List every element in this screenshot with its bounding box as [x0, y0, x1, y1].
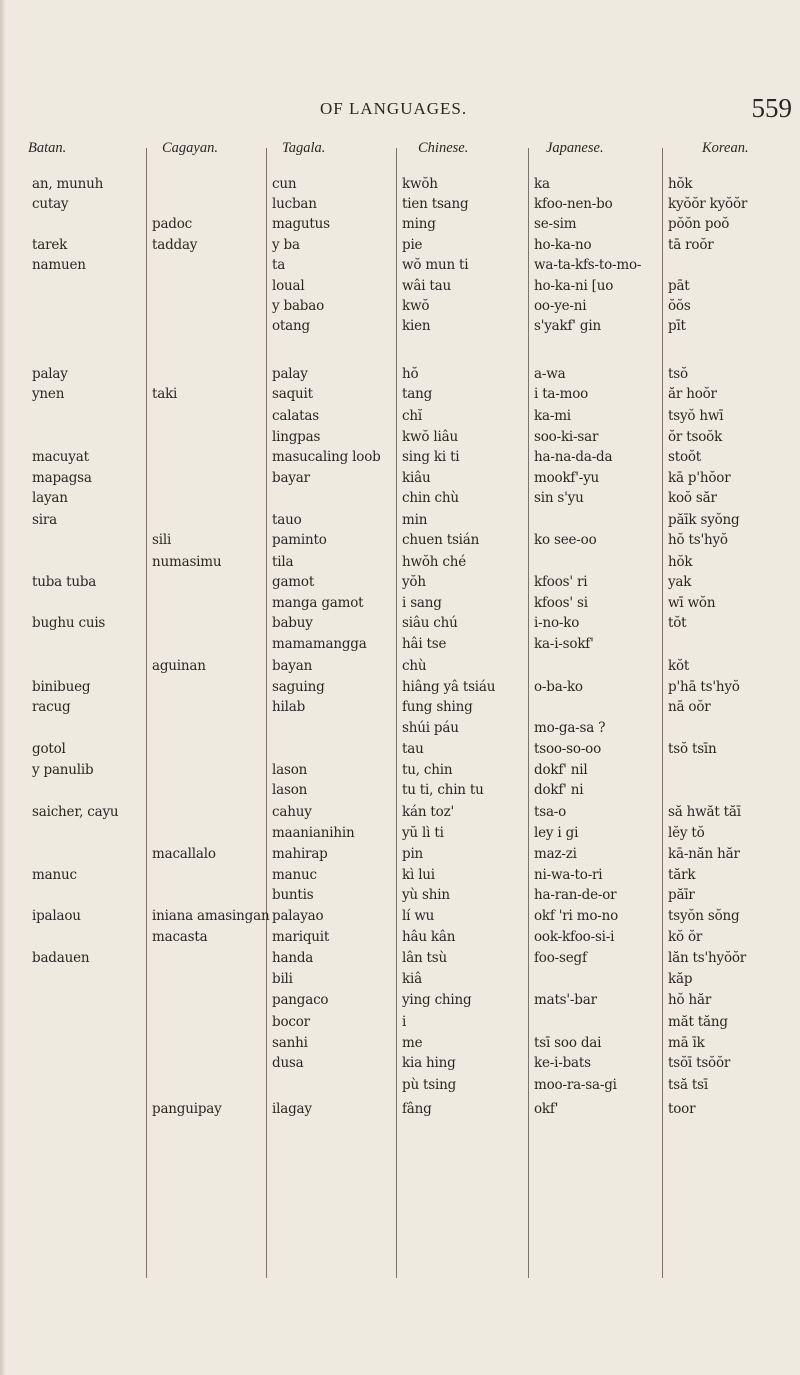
- cell-tagala: saquit: [272, 386, 313, 402]
- column-header-tagala: Tagala.: [282, 140, 326, 156]
- cell-chinese: chù: [402, 658, 427, 674]
- cell-korean: ăr hoŏr: [668, 386, 717, 402]
- cell-batan: saicher, cayu: [32, 804, 119, 820]
- cell-japanese: o-ba-ko: [534, 679, 583, 695]
- cell-korean: ŏr tsoŏk: [668, 429, 723, 445]
- running-head: [0, 93, 800, 133]
- cell-korean: toor: [668, 1101, 696, 1117]
- cell-chinese: tang: [402, 386, 433, 402]
- column-divider: [528, 148, 529, 1278]
- cell-chinese: shúi páu: [402, 720, 459, 736]
- cell-tagala: tila: [272, 554, 294, 570]
- page-binding-edge: [0, 0, 6, 1375]
- cell-japanese: ke-i-bats: [534, 1055, 591, 1071]
- cell-korean: koŏ săr: [668, 490, 717, 506]
- cell-korean: kăp: [668, 971, 693, 987]
- cell-tagala: magutus: [272, 216, 330, 232]
- cell-batan: manuc: [32, 867, 77, 883]
- cell-batan: tarek: [32, 237, 68, 253]
- cell-cagayan: iniana amasingan: [152, 908, 270, 924]
- cell-japanese: tsī soo dai: [534, 1035, 602, 1051]
- cell-cagayan: macasta: [152, 929, 208, 945]
- cell-korean: kā-năn hăr: [668, 846, 740, 862]
- cell-japanese: soo-ki-sar: [534, 429, 599, 445]
- cell-korean: hŏ ts'hyŏ: [668, 532, 728, 548]
- cell-tagala: loual: [272, 278, 305, 294]
- cell-chinese: lí wu: [402, 908, 435, 924]
- cell-chinese: siâu chú: [402, 615, 458, 631]
- cell-chinese: yù shin: [402, 887, 450, 903]
- cell-japanese: tsa-o: [534, 804, 567, 820]
- cell-tagala: bili: [272, 971, 293, 987]
- cell-chinese: fung shing: [402, 699, 473, 715]
- cell-tagala: masucaling loob: [272, 449, 381, 465]
- cell-tagala: cun: [272, 176, 297, 192]
- cell-korean: tsyŏn sŏng: [668, 908, 740, 924]
- column-divider: [662, 148, 663, 1278]
- cell-japanese: ka-i-sokf': [534, 636, 594, 652]
- cell-chinese: pin: [402, 846, 424, 862]
- cell-korean: păīr: [668, 887, 695, 903]
- cell-chinese: i: [402, 1014, 407, 1030]
- cell-chinese: i sang: [402, 595, 442, 611]
- cell-korean: lĕy tŏ: [668, 825, 705, 841]
- cell-cagayan: aguinan: [152, 658, 206, 674]
- cell-japanese: oo-ye-ni: [534, 298, 587, 314]
- cell-chinese: kán toz': [402, 804, 454, 820]
- cell-tagala: tauo: [272, 512, 302, 528]
- cell-tagala: cahuy: [272, 804, 312, 820]
- cell-chinese: kwŏ liâu: [402, 429, 458, 445]
- cell-japanese: ho-ka-ni [uo: [534, 278, 614, 294]
- cell-chinese: tien tsang: [402, 196, 469, 212]
- cell-japanese: a-wa: [534, 366, 566, 382]
- cell-tagala: bocor: [272, 1014, 310, 1030]
- cell-cagayan: macallalo: [152, 846, 216, 862]
- cell-chinese: kiâ: [402, 971, 422, 987]
- running-head-title: OF LANGUAGES.: [320, 99, 468, 118]
- cell-japanese: mo-ga-sa ?: [534, 720, 606, 736]
- cell-japanese: mookf'-yu: [534, 470, 600, 486]
- cell-chinese: kia hing: [402, 1055, 456, 1071]
- cell-japanese: s'yakf' gin: [534, 318, 601, 334]
- cell-chinese: ming: [402, 216, 436, 232]
- cell-korean: kŏ ŏr: [668, 929, 703, 945]
- cell-korean: pŏŏn poŏ: [668, 216, 730, 232]
- cell-korean: pīt: [668, 318, 686, 334]
- cell-korean: măt tăng: [668, 1014, 728, 1030]
- cell-japanese: ha-na-da-da: [534, 449, 613, 465]
- cell-chinese: min: [402, 512, 428, 528]
- cell-japanese: dokf' ni: [534, 782, 584, 798]
- cell-korean: tsyŏ hwī: [668, 408, 724, 424]
- cell-tagala: lucban: [272, 196, 317, 212]
- cell-batan: binibueg: [32, 679, 91, 695]
- column-header-japanese: Japanese.: [546, 140, 604, 156]
- cell-japanese: ha-ran-de-or: [534, 887, 617, 903]
- cell-tagala: palayao: [272, 908, 324, 924]
- cell-japanese: kfoos' si: [534, 595, 588, 611]
- cell-tagala: saguing: [272, 679, 325, 695]
- cell-batan: ynen: [32, 386, 65, 402]
- cell-chinese: kiâu: [402, 470, 431, 486]
- cell-tagala: hilab: [272, 699, 306, 715]
- cell-tagala: bayar: [272, 470, 310, 486]
- cell-batan: y panulib: [32, 762, 94, 778]
- cell-batan: an, munuh: [32, 176, 104, 192]
- column-header-batan: Batan.: [28, 140, 67, 156]
- cell-korean: tsŏī tsŏŏr: [668, 1055, 731, 1071]
- cell-japanese: kfoos' ri: [534, 574, 588, 590]
- cell-japanese: mats'-bar: [534, 992, 597, 1008]
- cell-chinese: kì lui: [402, 867, 435, 883]
- cell-japanese: ka-mi: [534, 408, 571, 424]
- cell-tagala: palay: [272, 366, 308, 382]
- cell-korean: p'hā ts'hyŏ: [668, 679, 740, 695]
- cell-korean: să hwăt tăī: [668, 804, 741, 820]
- cell-batan: sira: [32, 512, 57, 528]
- cell-korean: hŏk: [668, 176, 693, 192]
- cell-japanese: okf 'ri mo-no: [534, 908, 619, 924]
- cell-tagala: paminto: [272, 532, 327, 548]
- cell-japanese: i ta-moo: [534, 386, 589, 402]
- cell-tagala: sanhi: [272, 1035, 308, 1051]
- cell-tagala: buntis: [272, 887, 314, 903]
- cell-korean: tsŏ: [668, 366, 688, 382]
- cell-japanese: sin s'yu: [534, 490, 584, 506]
- cell-japanese: maz-zi: [534, 846, 577, 862]
- cell-korean: tsă tsī: [668, 1077, 708, 1093]
- cell-tagala: handa: [272, 950, 314, 966]
- cell-tagala: dusa: [272, 1055, 304, 1071]
- cell-tagala: y ba: [272, 237, 300, 253]
- cell-tagala: bayan: [272, 658, 313, 674]
- cell-japanese: i-no-ko: [534, 615, 580, 631]
- cell-cagayan: padoc: [152, 216, 193, 232]
- cell-chinese: yŭ lì ti: [402, 825, 444, 841]
- cell-korean: tā roŏr: [668, 237, 714, 253]
- page-number: 559: [751, 93, 792, 123]
- cell-korean: kyŏŏr kyŏŏr: [668, 196, 748, 212]
- cell-batan: palay: [32, 366, 68, 382]
- cell-chinese: chĭ: [402, 408, 422, 424]
- cell-korean: kā p'hŏor: [668, 470, 731, 486]
- cell-tagala: manga gamot: [272, 595, 364, 611]
- cell-chinese: pù tsing: [402, 1077, 457, 1093]
- cell-batan: namuen: [32, 257, 86, 273]
- column-header-cagayan: Cagayan.: [162, 140, 218, 156]
- cell-chinese: hwŏh ché: [402, 554, 467, 570]
- cell-chinese: sing ki ti: [402, 449, 460, 465]
- cell-korean: hŏk: [668, 554, 693, 570]
- cell-tagala: babuy: [272, 615, 313, 631]
- cell-japanese: dokf' nil: [534, 762, 588, 778]
- cell-chinese: pie: [402, 237, 423, 253]
- cell-japanese: wa-ta-kfs-to-mo-: [534, 257, 642, 273]
- cell-japanese: ley i gi: [534, 825, 579, 841]
- cell-chinese: kwŏh: [402, 176, 438, 192]
- cell-chinese: hâu kân: [402, 929, 456, 945]
- cell-chinese: me: [402, 1035, 423, 1051]
- cell-japanese: ook-kfoo-si-i: [534, 929, 615, 945]
- cell-batan: badauen: [32, 950, 90, 966]
- cell-tagala: lingpas: [272, 429, 321, 445]
- cell-chinese: yŏh: [402, 574, 426, 590]
- cell-cagayan: tadday: [152, 237, 198, 253]
- cell-korean: tărk: [668, 867, 696, 883]
- cell-tagala: ilagay: [272, 1101, 312, 1117]
- cell-tagala: mamamangga: [272, 636, 367, 652]
- cell-batan: layan: [32, 490, 68, 506]
- cell-japanese: tsoo-so-oo: [534, 741, 602, 757]
- cell-japanese: se-sim: [534, 216, 577, 232]
- cell-tagala: maanianihin: [272, 825, 355, 841]
- cell-chinese: hâi tse: [402, 636, 447, 652]
- cell-tagala: y babao: [272, 298, 325, 314]
- cell-batan: cutay: [32, 196, 69, 212]
- cell-korean: tŏt: [668, 615, 687, 631]
- cell-chinese: fâng: [402, 1101, 432, 1117]
- cell-chinese: hŏ: [402, 366, 419, 382]
- cell-korean: pāt: [668, 278, 690, 294]
- cell-korean: stoŏt: [668, 449, 702, 465]
- cell-tagala: lason: [272, 762, 308, 778]
- cell-batan: mapagsa: [32, 470, 92, 486]
- cell-batan: gotol: [32, 741, 66, 757]
- cell-chinese: chin chù: [402, 490, 459, 506]
- cell-japanese: ko see-oo: [534, 532, 597, 548]
- cell-tagala: gamot: [272, 574, 315, 590]
- cell-japanese: ka: [534, 176, 550, 192]
- cell-batan: ipalaou: [32, 908, 81, 924]
- cell-japanese: ho-ka-no: [534, 237, 592, 253]
- cell-korean: lăn ts'hyŏŏr: [668, 950, 747, 966]
- cell-tagala: mahirap: [272, 846, 328, 862]
- cell-cagayan: panguipay: [152, 1101, 222, 1117]
- cell-korean: wī wŏn: [668, 595, 716, 611]
- cell-chinese: kwŏ: [402, 298, 430, 314]
- cell-japanese: moo-ra-sa-gi: [534, 1077, 617, 1093]
- cell-chinese: wŏ mun ti: [402, 257, 469, 273]
- cell-korean: hŏ hăr: [668, 992, 712, 1008]
- cell-cagayan: taki: [152, 386, 178, 402]
- cell-batan: tuba tuba: [32, 574, 97, 590]
- vocabulary-table: [26, 140, 800, 1280]
- cell-chinese: tu, chin: [402, 762, 453, 778]
- cell-chinese: hiâng yâ tsiáu: [402, 679, 496, 695]
- cell-korean: păīk syŏng: [668, 512, 740, 528]
- cell-tagala: manuc: [272, 867, 317, 883]
- cell-korean: ŏŏs: [668, 298, 691, 314]
- cell-korean: yak: [668, 574, 692, 590]
- cell-tagala: ta: [272, 257, 286, 273]
- cell-japanese: kfoo-nen-bo: [534, 196, 613, 212]
- cell-chinese: ying ching: [402, 992, 472, 1008]
- cell-chinese: tau: [402, 741, 424, 757]
- column-divider: [146, 148, 147, 1278]
- cell-japanese: foo-segf: [534, 950, 587, 966]
- cell-batan: bughu cuis: [32, 615, 106, 631]
- cell-korean: mā īk: [668, 1035, 705, 1051]
- cell-korean: tsŏ tsīn: [668, 741, 717, 757]
- cell-korean: nā oŏr: [668, 699, 711, 715]
- cell-chinese: lân tsù: [402, 950, 447, 966]
- cell-chinese: tu ti, chin tu: [402, 782, 484, 798]
- cell-korean: kŏt: [668, 658, 690, 674]
- cell-chinese: kien: [402, 318, 431, 334]
- cell-cagayan: sili: [152, 532, 172, 548]
- cell-batan: racug: [32, 699, 71, 715]
- cell-chinese: chuen tsián: [402, 532, 480, 548]
- cell-tagala: otang: [272, 318, 310, 334]
- cell-japanese: okf': [534, 1101, 559, 1117]
- cell-tagala: lason: [272, 782, 308, 798]
- cell-batan: macuyat: [32, 449, 89, 465]
- cell-japanese: ni-wa-to-ri: [534, 867, 603, 883]
- cell-tagala: pangaco: [272, 992, 329, 1008]
- column-header-chinese: Chinese.: [418, 140, 469, 156]
- cell-cagayan: numasimu: [152, 554, 222, 570]
- cell-chinese: wâi tau: [402, 278, 451, 294]
- cell-tagala: calatas: [272, 408, 319, 424]
- column-header-korean: Korean.: [702, 140, 749, 156]
- column-divider: [266, 148, 267, 1278]
- column-divider: [396, 148, 397, 1278]
- cell-tagala: mariquit: [272, 929, 330, 945]
